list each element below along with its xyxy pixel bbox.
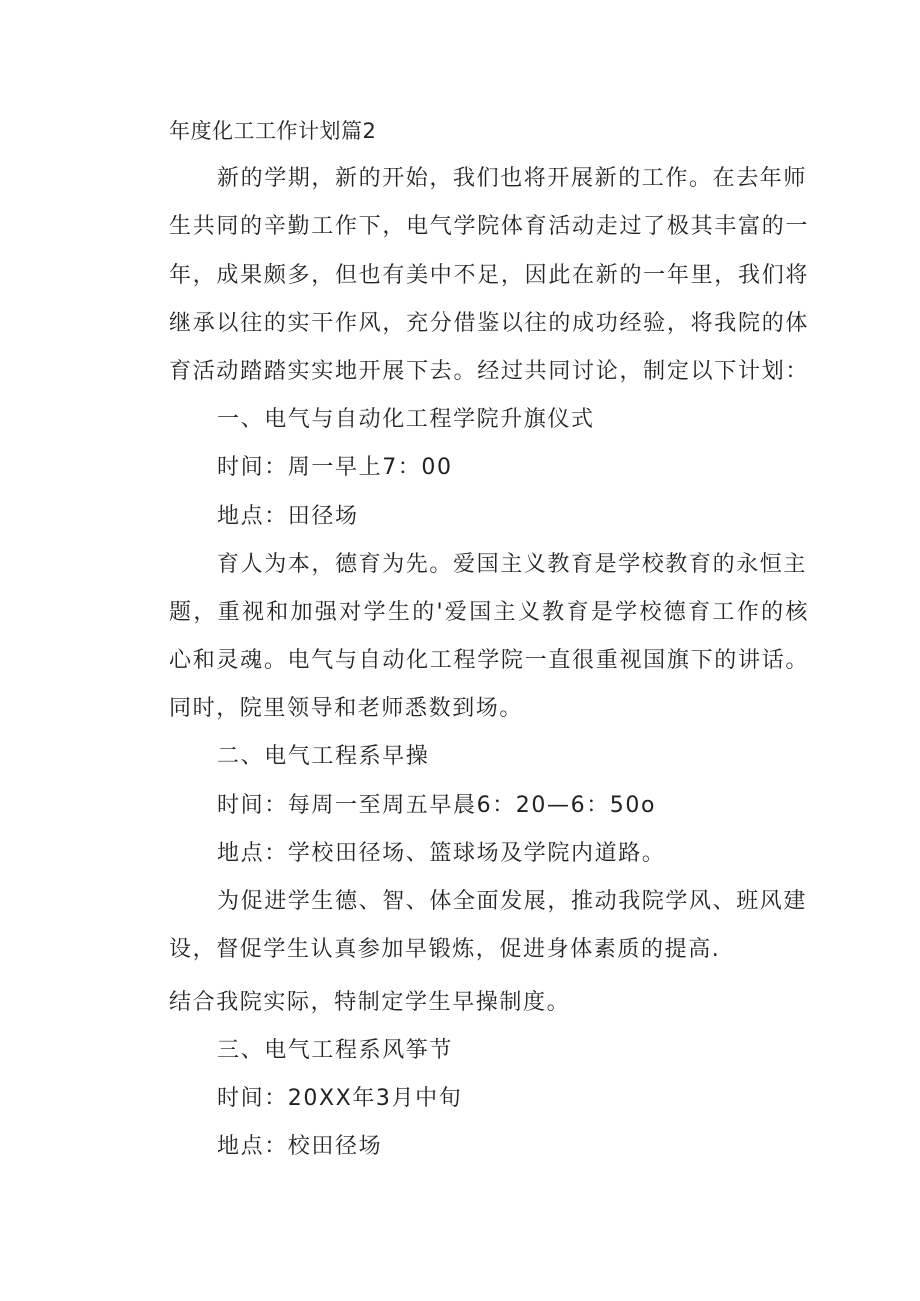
paragraph-line: 年，成果颇多，但也有美中不足，因此在新的一年里，我们将	[169, 263, 809, 288]
paragraph-line: 题，重视和加强对学生的'爱国主义教育是学校德育工作的核	[169, 600, 809, 625]
paragraph-line: 为促进学生德、智、体全面发展，推动我院学风、班风建	[217, 889, 808, 914]
paragraph-line: 生共同的辛勤工作下，电气学院体育活动走过了极其丰富的一	[169, 214, 809, 239]
section-heading: 二、电气工程系早操	[217, 744, 430, 769]
paragraph-line: 育活动踏踏实实地开展下去。经过共同讨论，制定以下计划：	[169, 359, 809, 384]
paragraph-line: 设，督促学生认真参加早锻炼，促进身体素质的提高.	[169, 937, 721, 962]
paragraph-line: 育人为本，德育为先。爱国主义教育是学校教育的永恒主	[217, 552, 808, 577]
section-place: 地点：田径场	[217, 504, 359, 529]
paragraph-line: 结合我院实际，特制定学生早操制度。	[169, 990, 571, 1015]
section-place: 地点：学校田径场、篮球场及学院内道路。	[217, 841, 666, 866]
section-time: 时间：20XX年3月中旬	[217, 1086, 463, 1111]
section-place: 地点：校田径场	[217, 1134, 383, 1159]
section-heading: 三、电气工程系风筝节	[217, 1038, 454, 1063]
paragraph-line: 心和灵魂。电气与自动化工程学院一直很重视国旗下的讲话。	[169, 648, 809, 673]
paragraph-line: 新的学期，新的开始，我们也将开展新的工作。在去年师	[217, 166, 808, 191]
section-heading: 一、电气与自动化工程学院升旗仪式	[217, 407, 595, 432]
section-time: 时间：每周一至周五早晨6：20—6：50o	[217, 793, 657, 818]
paragraph-line: 同时，院里领导和老师悉数到场。	[169, 696, 524, 721]
paragraph-line: 继承以往的实干作风，充分借鉴以往的成功经验，将我院的体	[169, 311, 809, 336]
document-title: 年度化工工作计划篇2	[169, 119, 377, 143]
section-time: 时间：周一早上7：00	[217, 455, 453, 480]
